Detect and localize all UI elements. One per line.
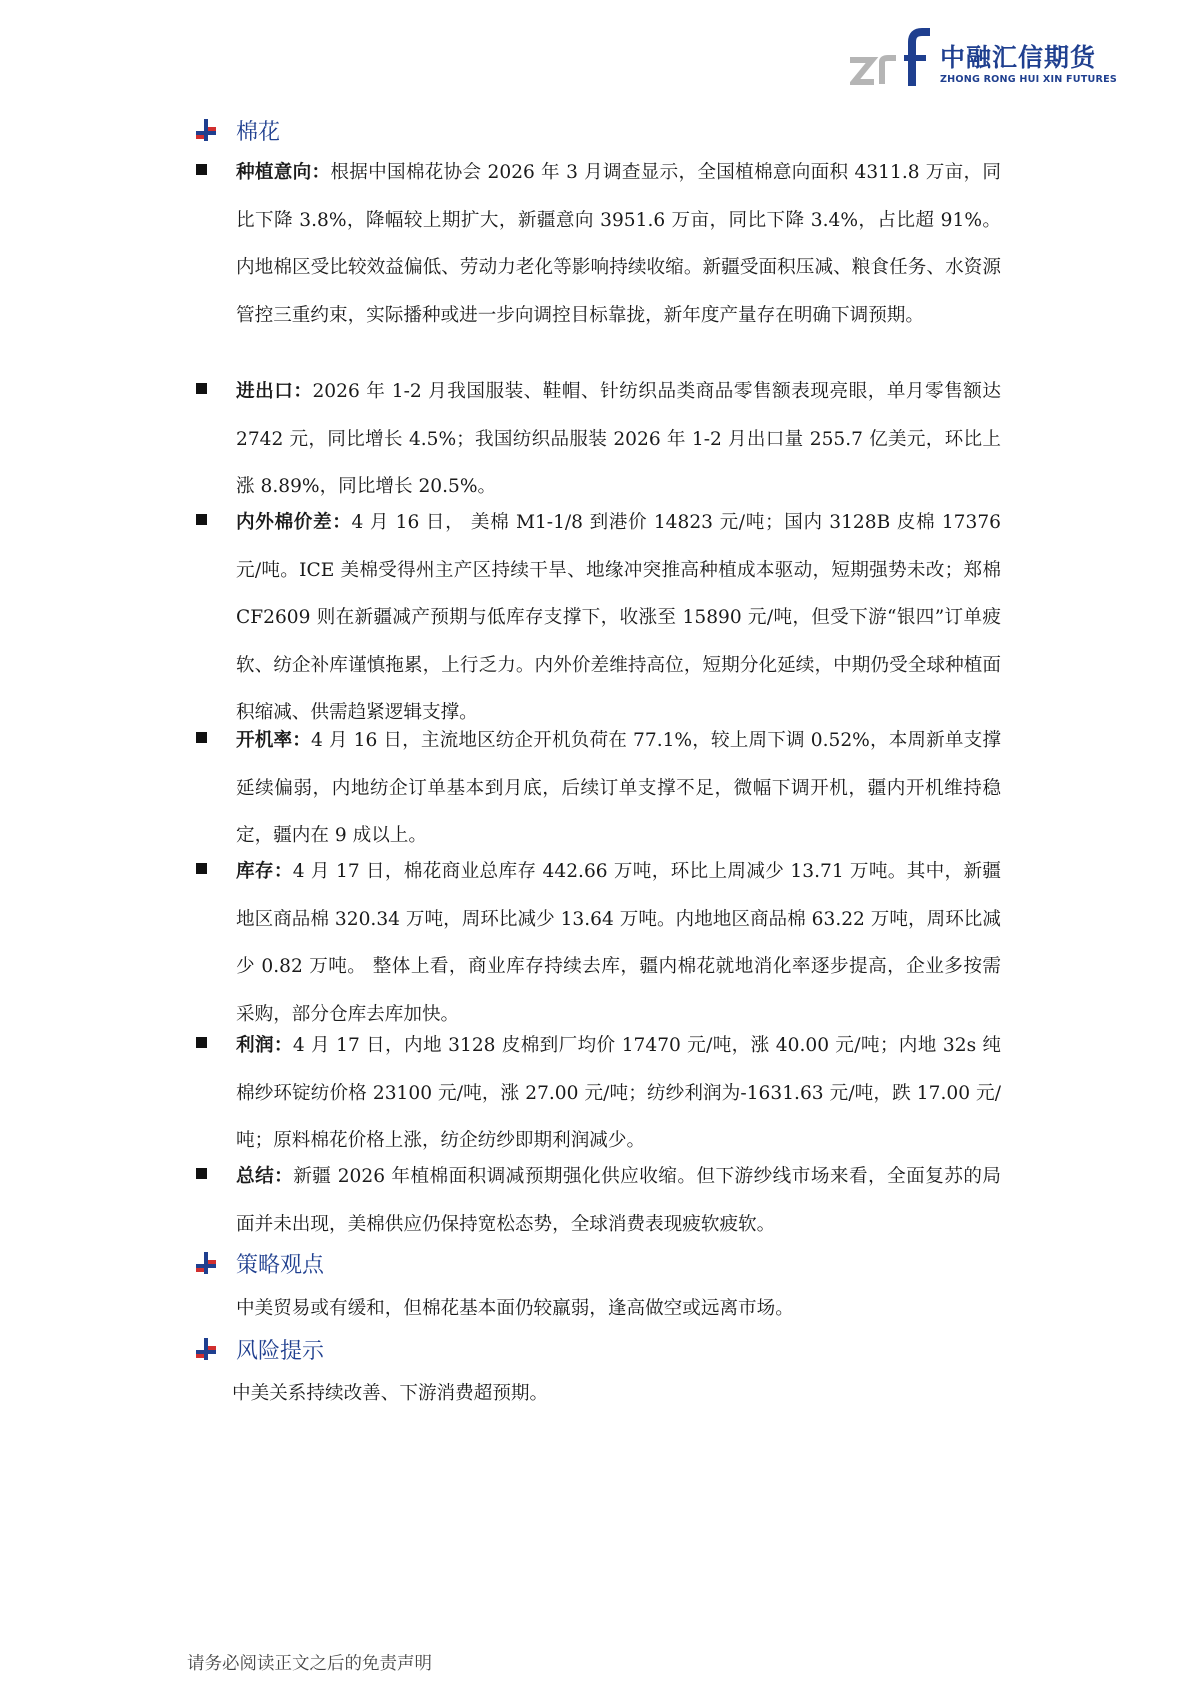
- cross-bullet-icon: [196, 119, 216, 141]
- bullet-profit: [196, 1022, 1001, 1165]
- square-bullet-icon: [196, 383, 207, 394]
- bullet-import-export: [196, 368, 1001, 511]
- bullet-paragraph: [236, 848, 1001, 1038]
- square-bullet-icon: [196, 863, 207, 874]
- logo-english-name: ZHONG RONG HUI XIN FUTURES: [940, 74, 1117, 85]
- bullet-label: 进出口：: [236, 381, 313, 402]
- risk-text: 中美关系持续改善、下游消费超预期。: [232, 1383, 549, 1404]
- strategy-text: 中美贸易或有缓和，但棉花基本面仍较羸弱，逢高做空或远离市场。: [236, 1298, 794, 1319]
- bullet-inventory: [196, 848, 1001, 1038]
- bullet-label: 利润：: [236, 1035, 293, 1056]
- bullet-body: 4 月 17 日，棉花商业总库存 442.66 万吨，环比上周减少 13.71 万吨。其中，新疆地区商品棉 320.34 万吨，周环比减少 13.64 万吨。内地地区商品棉 63.22 万吨，周环比减少 0.82 万吨。 整体上看，商业库存持续去库，疆内棉花就地消化率逐步提高，企业多按需采购，部分仓库去库加快。: [236, 861, 1001, 1025]
- section-heading-risk: [196, 1332, 324, 1366]
- square-bullet-icon: [196, 1037, 207, 1048]
- logo-chinese-name: 中融汇信期货: [940, 43, 1097, 72]
- bullet-body: 新疆 2026 年植棉面积调减预期强化供应收缩。但下游纱线市场来看，全面复苏的局面并未出现，美棉供应仍保持宽松态势，全球消费表现疲软疲软。: [236, 1166, 1001, 1235]
- company-logo: [850, 28, 1130, 88]
- square-bullet-icon: [196, 164, 207, 175]
- bullet-paragraph: [236, 1153, 1001, 1248]
- section-title: 棉花: [236, 119, 281, 145]
- cross-bullet-icon: [196, 1338, 216, 1360]
- cross-bullet-icon: [196, 1252, 216, 1274]
- square-bullet-icon: [196, 514, 207, 525]
- bullet-paragraph: [236, 149, 1001, 339]
- bullet-paragraph: [236, 499, 1001, 737]
- bullet-price-spread: [196, 499, 1001, 737]
- bullet-body: 根据中国棉花协会 2026 年 3 月调查显示，全国植棉意向面积 4311.8 万亩，同比下降 3.8%，降幅较上期扩大，新疆意向 3951.6 万亩，同比下降 3.4%，占比超 91%。内地棉区受比较效益偏低、劳动力老化等影响持续收缩。新疆受面积压减、粮食任务、水资源管控三重约束，实际播种或进一步向调控目标靠拢，新年度产量存在明确下调预期。: [236, 162, 1001, 326]
- bullet-label: 库存：: [236, 861, 293, 882]
- bullet-body: 4 月 16 日，主流地区纺企开机负荷在 77.1%，较上周下调 0.52%，本周新单支撑延续偏弱，内地纺企订单基本到月底，后续订单支撑不足，微幅下调开机，疆内开机维持稳定，疆内在 9 成以上。: [236, 730, 1001, 846]
- bullet-label: 总结：: [236, 1166, 294, 1187]
- section-heading-cotton: [196, 113, 280, 147]
- section-title: 策略观点: [236, 1252, 325, 1278]
- bullet-body: 4 月 16 日， 美棉 M1-1/8 到港价 14823 元/吨；国内 3128B 皮棉 17376 元/吨。ICE 美棉受得州主产区持续干旱、地缘冲突推高种植成本驱动，短期强势未改；郑棉 CF2609 则在新疆减产预期与低库存支撑下，收涨至 15890 元/吨，但受下游“银四”订单疲软、纺企补库谨慎拖累，上行乏力。内外价差维持高位，短期分化延续，中期仍受全球种植面积缩减、供需趋紧逻辑支撑。: [236, 512, 1001, 723]
- section-title: 风险提示: [236, 1338, 325, 1364]
- bullet-label: 种植意向：: [236, 162, 331, 183]
- bullet-paragraph: [236, 717, 1001, 860]
- bullet-planting-intention: [196, 149, 1001, 339]
- section-heading-strategy: [196, 1246, 324, 1280]
- bullet-label: 内外棉价差：: [236, 512, 352, 533]
- bullet-label: 开机率：: [236, 730, 311, 751]
- zrf-logo-icon: [850, 28, 932, 88]
- bullet-operating-rate: [196, 717, 1001, 860]
- bullet-summary: [196, 1153, 1001, 1248]
- square-bullet-icon: [196, 1168, 207, 1179]
- bullet-paragraph: [236, 1022, 1001, 1165]
- footer-disclaimer-note: 请务必阅读正文之后的免责声明: [187, 1654, 432, 1674]
- square-bullet-icon: [196, 732, 207, 743]
- bullet-body: 2026 年 1-2 月我国服装、鞋帽、针纺织品类商品零售额表现亮眼，单月零售额达 2742 元，同比增长 4.5%；我国纺织品服装 2026 年 1-2 月出口量 255.7 亿美元，环比上涨 8.89%，同比增长 20.5%。: [236, 381, 1001, 497]
- bullet-body: 4 月 17 日，内地 3128 皮棉到厂均价 17470 元/吨，涨 40.00 元/吨；内地 32s 纯棉纱环锭纺价格 23100 元/吨，涨 27.00 元/吨；纺纱利润为-1631.63 元/吨，跌 17.00 元/吨；原料棉花价格上涨，纺企纺纱即期利润减少。: [236, 1035, 1001, 1151]
- bullet-paragraph: [236, 368, 1001, 511]
